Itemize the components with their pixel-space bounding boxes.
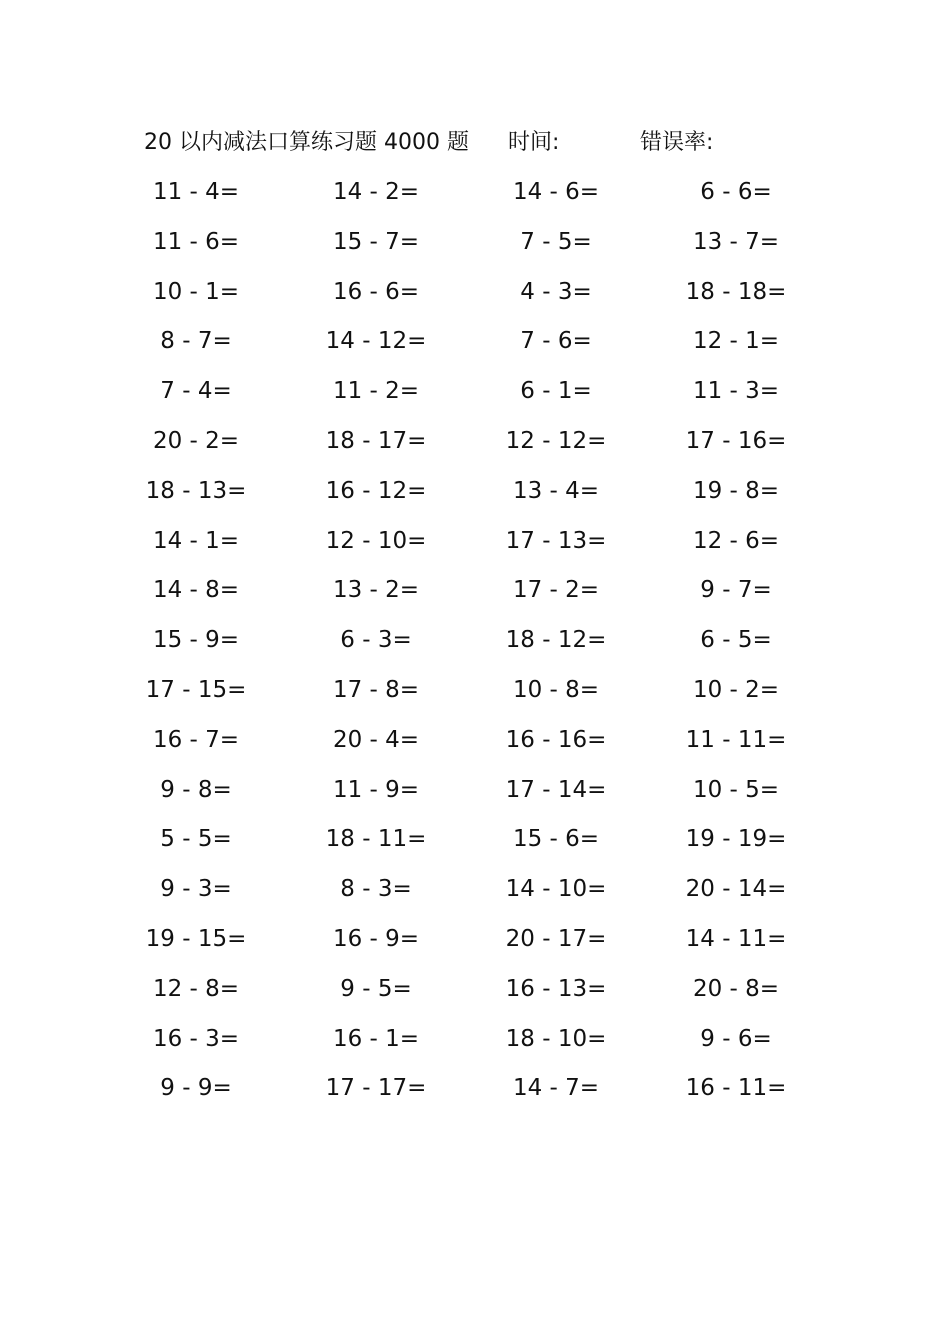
problem-row <box>0 423 950 473</box>
problem-row <box>0 523 950 573</box>
problem-row <box>0 224 950 274</box>
subtraction-problem: 18 - 12= <box>505 627 607 654</box>
subtraction-problem: 12 - 6= <box>692 527 780 554</box>
subtraction-problem: 10 - 8= <box>512 676 600 703</box>
problem-row <box>0 871 950 921</box>
error-rate-label: 错误率: <box>640 130 714 155</box>
subtraction-problem: 13 - 7= <box>692 228 780 255</box>
subtraction-problem: 18 - 13= <box>145 477 247 504</box>
subtraction-problem: 16 - 11= <box>685 1075 787 1102</box>
subtraction-problem: 11 - 9= <box>332 776 420 803</box>
subtraction-problem: 11 - 11= <box>685 726 787 753</box>
subtraction-problem: 17 - 14= <box>505 776 607 803</box>
subtraction-problem: 9 - 3= <box>160 876 232 903</box>
problem-row <box>0 373 950 423</box>
subtraction-problem: 8 - 7= <box>160 328 232 355</box>
problem-row <box>0 921 950 971</box>
subtraction-problem: 17 - 2= <box>512 577 600 604</box>
subtraction-problem: 9 - 9= <box>160 1075 232 1102</box>
subtraction-problem: 7 - 5= <box>520 228 592 255</box>
subtraction-problem: 14 - 6= <box>512 179 600 205</box>
subtraction-problem: 12 - 12= <box>505 427 607 454</box>
problem-row <box>0 971 950 1021</box>
subtraction-problem: 20 - 8= <box>692 975 780 1002</box>
subtraction-problem: 18 - 17= <box>325 427 427 454</box>
problem-row <box>0 1070 950 1120</box>
worksheet-title: 20 以内减法口算练习题 4000 题 <box>144 130 469 155</box>
problem-row <box>0 572 950 622</box>
subtraction-problem: 9 - 6= <box>700 1025 772 1052</box>
subtraction-problem: 9 - 7= <box>700 577 772 604</box>
subtraction-problem: 18 - 18= <box>685 278 787 305</box>
problem-grid <box>0 174 950 1120</box>
subtraction-problem: 10 - 2= <box>692 676 780 703</box>
subtraction-problem: 20 - 17= <box>505 925 607 952</box>
subtraction-problem: 19 - 8= <box>692 477 780 504</box>
subtraction-problem: 14 - 10= <box>505 876 607 903</box>
subtraction-problem: 18 - 10= <box>505 1025 607 1052</box>
subtraction-problem: 14 - 11= <box>685 925 787 952</box>
subtraction-problem: 16 - 12= <box>325 477 427 504</box>
problem-row <box>0 722 950 772</box>
subtraction-problem: 19 - 19= <box>685 826 787 853</box>
subtraction-problem: 6 - 5= <box>700 627 772 654</box>
subtraction-problem: 17 - 13= <box>505 527 607 554</box>
subtraction-problem: 16 - 9= <box>332 925 420 952</box>
time-label: 时间: <box>508 130 560 155</box>
subtraction-problem: 15 - 6= <box>512 826 600 853</box>
subtraction-problem: 7 - 6= <box>520 328 592 355</box>
subtraction-problem: 6 - 1= <box>520 378 592 405</box>
problem-row <box>0 174 950 224</box>
subtraction-problem: 14 - 2= <box>332 179 420 205</box>
subtraction-problem: 10 - 1= <box>152 278 240 305</box>
subtraction-problem: 9 - 8= <box>160 776 232 803</box>
problem-row <box>0 622 950 672</box>
problem-row <box>0 772 950 822</box>
subtraction-problem: 14 - 1= <box>152 527 240 554</box>
subtraction-problem: 9 - 5= <box>340 975 412 1002</box>
subtraction-problem: 6 - 6= <box>700 179 772 205</box>
subtraction-problem: 12 - 8= <box>152 975 240 1002</box>
problem-row <box>0 274 950 324</box>
problem-row <box>0 821 950 871</box>
subtraction-problem: 17 - 16= <box>685 427 787 454</box>
subtraction-problem: 4 - 3= <box>520 278 592 305</box>
subtraction-problem: 15 - 9= <box>152 627 240 654</box>
worksheet-header <box>0 126 950 160</box>
subtraction-problem: 11 - 6= <box>152 228 240 255</box>
subtraction-problem: 16 - 13= <box>505 975 607 1002</box>
subtraction-problem: 11 - 3= <box>692 378 780 405</box>
subtraction-problem: 14 - 12= <box>325 328 427 355</box>
subtraction-problem: 19 - 15= <box>145 925 247 952</box>
problem-row <box>0 672 950 722</box>
problem-row <box>0 473 950 523</box>
subtraction-problem: 16 - 16= <box>505 726 607 753</box>
subtraction-problem: 7 - 4= <box>160 378 232 405</box>
subtraction-problem: 11 - 4= <box>152 179 240 205</box>
subtraction-problem: 8 - 3= <box>340 876 412 903</box>
subtraction-problem: 6 - 3= <box>340 627 412 654</box>
subtraction-problem: 15 - 7= <box>332 228 420 255</box>
subtraction-problem: 13 - 4= <box>512 477 600 504</box>
subtraction-problem: 16 - 1= <box>332 1025 420 1052</box>
subtraction-problem: 10 - 5= <box>692 776 780 803</box>
subtraction-problem: 13 - 2= <box>332 577 420 604</box>
subtraction-problem: 17 - 15= <box>145 676 247 703</box>
subtraction-problem: 18 - 11= <box>325 826 427 853</box>
subtraction-problem: 12 - 10= <box>325 527 427 554</box>
subtraction-problem: 20 - 4= <box>332 726 420 753</box>
subtraction-problem: 17 - 17= <box>325 1075 427 1102</box>
subtraction-problem: 12 - 1= <box>692 328 780 355</box>
subtraction-problem: 16 - 7= <box>152 726 240 753</box>
subtraction-problem: 17 - 8= <box>332 676 420 703</box>
subtraction-problem: 16 - 6= <box>332 278 420 305</box>
subtraction-problem: 14 - 8= <box>152 577 240 604</box>
subtraction-problem: 11 - 2= <box>332 378 420 405</box>
subtraction-problem: 20 - 2= <box>152 427 240 454</box>
problem-row <box>0 323 950 373</box>
subtraction-problem: 14 - 7= <box>512 1075 600 1102</box>
problem-row <box>0 1021 950 1071</box>
subtraction-problem: 5 - 5= <box>160 826 232 853</box>
subtraction-problem: 16 - 3= <box>152 1025 240 1052</box>
subtraction-problem: 20 - 14= <box>685 876 787 903</box>
